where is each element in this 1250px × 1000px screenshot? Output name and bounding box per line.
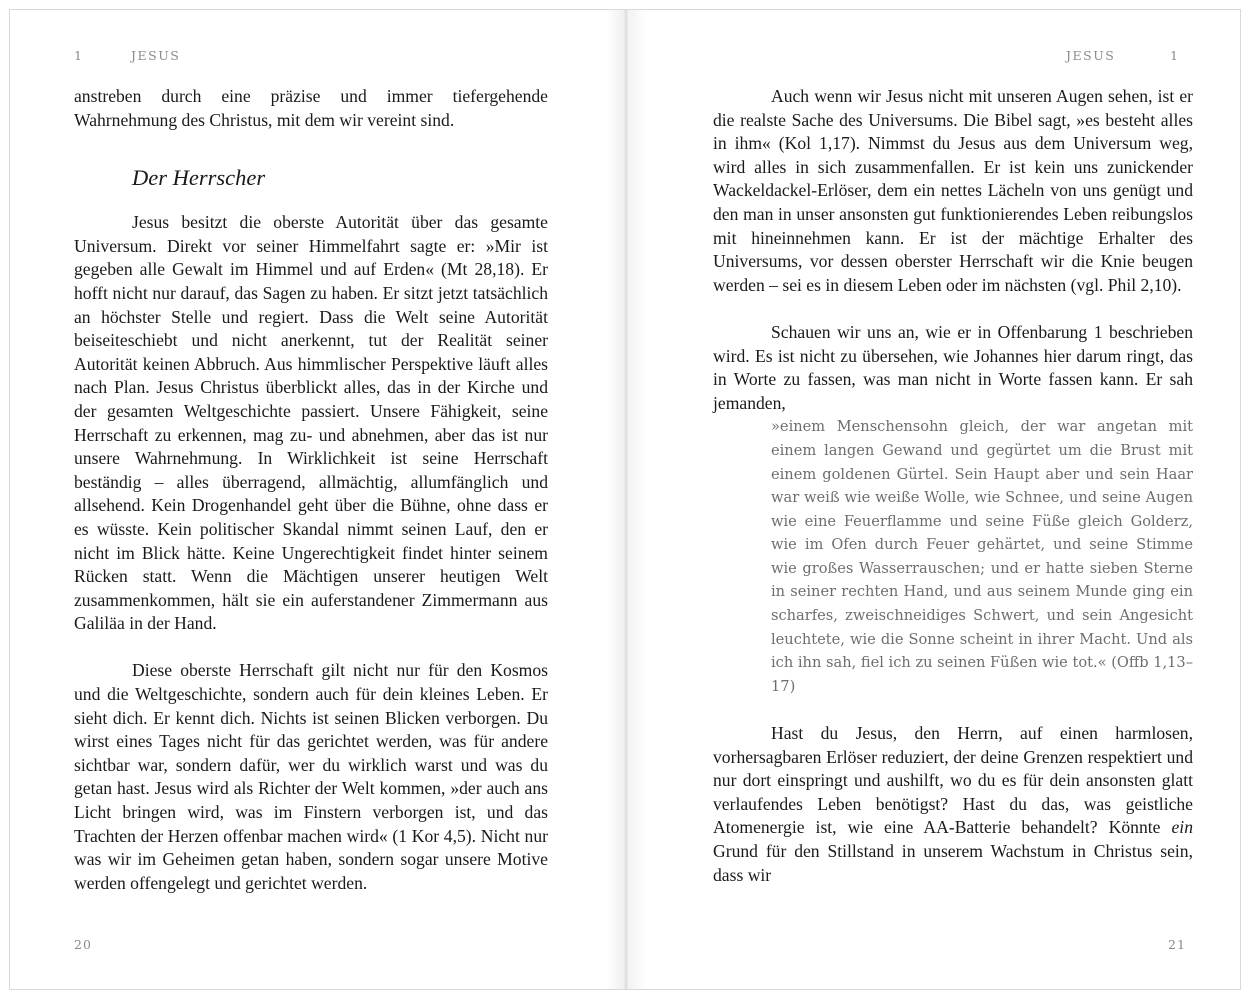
book-spread [9,9,1241,990]
left-text-block [74,85,548,895]
page-number-left: 20 [74,937,92,952]
emphasized-word: ein [1171,817,1193,838]
left-running-head-title: JESUS [131,48,181,63]
left-running-head-chapter-number: 1 [74,48,84,63]
right-running-head-title: JESUS [1066,48,1116,63]
body-paragraph: Auch wenn wir Jesus nicht mit unseren Augen sehen, ist er die realste Sache des Universums. Die Bibel sagt, »es besteht alles in ihm« (Kol 1,17). Nimmst du Jesus aus dem Universum weg, wird alles in sich zusammenfallen. Er ist kein uns zunickender Wackeldackel-Erlöser, dem ein nettes Lächeln von uns genügt und den man in unser ansonsten gut funktionierendes Leben reibungslos mit hineinnehmen kann. Er ist der mächtige Erhalter des Universums, vor dessen oberster Herrschaft wir die Knie beugen werden – sei es in diesem Leben oder im nächsten (vgl. Phil 2,10). [713,86,1193,295]
paragraph-text: Hast du Jesus, den Herrn, auf einen harmlosen, vorhersagbaren Erlöser reduziert, der deine Grenzen respektiert und nur dort einspringt und aushilft, wo du es für dein ansonsten glatt verlaufendes Leben benötigst? Hast du das, was geistliche Atomenergie ist, wie eine AA-Batterie behandelt? Könnte [713,723,1193,838]
right-running-head-chapter-number: 1 [1170,48,1180,63]
body-paragraph [713,722,1193,887]
page-number-right: 21 [1168,937,1186,952]
left-page [10,10,626,989]
bible-quote: »einem Menschensohn gleich, der war angetan mit einem langen Gewand und gegürtet um die Brust mit einem goldenen Gürtel. Sein Haupt aber und sein Haar war weiß wie weiße Wolle, wie Schnee, und seine Augen wie eine Feuerflamme und seine Füße gleich Golderz, wie im Ofen durch Feuer gehärtet, und seine Stimme wie großes Wasserrauschen; und er hatte sieben Sterne in seiner rechten Hand, und aus seinem Munde ging ein scharfes, zweischneidiges Schwert, und sein Angesicht leuchtete, wie die Sonne scheint in ihrer Macht. Und als ich ihn sah, fiel ich zu seinen Füßen wie tot.« (Offb 1,13–17) [771,418,1193,695]
paragraph-text: Grund für den Stillstand in unserem Wachstum in Christus sein, dass wir [713,841,1193,885]
body-paragraph: Diese oberste Herrschaft gilt nicht nur für den Kosmos und die Weltgeschichte, sondern auch für dein kleines Leben. Er sieht dich. Er kennt dich. Nichts ist seinen Blicken verborgen. Du wirst eines Tages nicht für das gerichtet werden, was für andere sichtbar war, sondern dafür, wer du wirklich warst und was du getan hast. Jesus wird als Richter der Welt kommen, »der auch ans Licht bringen wird, was im Finstern verborgen ist, und das Trachten der Herzen offenbar machen wird« (1 Kor 4,5). Nicht nur was wir im Geheimen getan haben, sondern sogar unsere Motive werden offengelegt und gerichtet werden. [74,660,548,893]
body-paragraph: Jesus besitzt die oberste Autorität über das gesamte Universum. Direkt vor seiner Himmelfahrt sagte er: »Mir ist gegeben alle Gewalt im Himmel und auf Erden« (Mt 28,18). Er hofft nicht nur darauf, das Sagen zu haben. Er sitzt jetzt tatsächlich an höchster Stelle und regiert. Dass die Welt seine Autorität beiseiteschiebt und nicht anerkennt, tut der Realität seiner Autorität keinen Abbruch. Aus himmlischer Perspektive läuft alles nach Plan. Jesus Christus überblickt alles, das in der Kirche und der gesamten Weltgeschichte passiert. Unsere Fähigkeit, seine Herrschaft zu erkennen, mag zu- und abnehmen, aber das ist nur unsere Wahrnehmung. In Wirklichkeit ist seine Herrschaft beständig – alles überragend, allmächtig, allumfänglich und allsehend. Kein Drogenhandel geht über die Bühne, ohne dass er es wüsste. Kein politischer Skandal nimmt seinen Lauf, den er nicht im Blick hätte. Keine Ungerechtigkeit findet hinter seinem Rücken statt. Wenn die Mächtigen unserer heutigen Welt zusammenkommen, hält sie ein auferstandener Zimmermann aus Galiläa in der Hand. [74,212,548,634]
continuation-paragraph: anstreben durch eine präzise und immer tiefergehende Wahrnehmung des Christus, mit dem wir vereint sind. [74,86,548,130]
section-heading: Der Herrscher [132,165,266,191]
right-text-block [713,85,1193,887]
right-page [626,10,1241,989]
body-paragraph: Schauen wir uns an, wie er in Offenbarung 1 beschrieben wird. Es ist nicht zu übersehen, wie Johannes hier darum ringt, das in Worte zu fassen, was man nicht in Worte fassen kann. Er sah jemanden, [713,321,1193,413]
